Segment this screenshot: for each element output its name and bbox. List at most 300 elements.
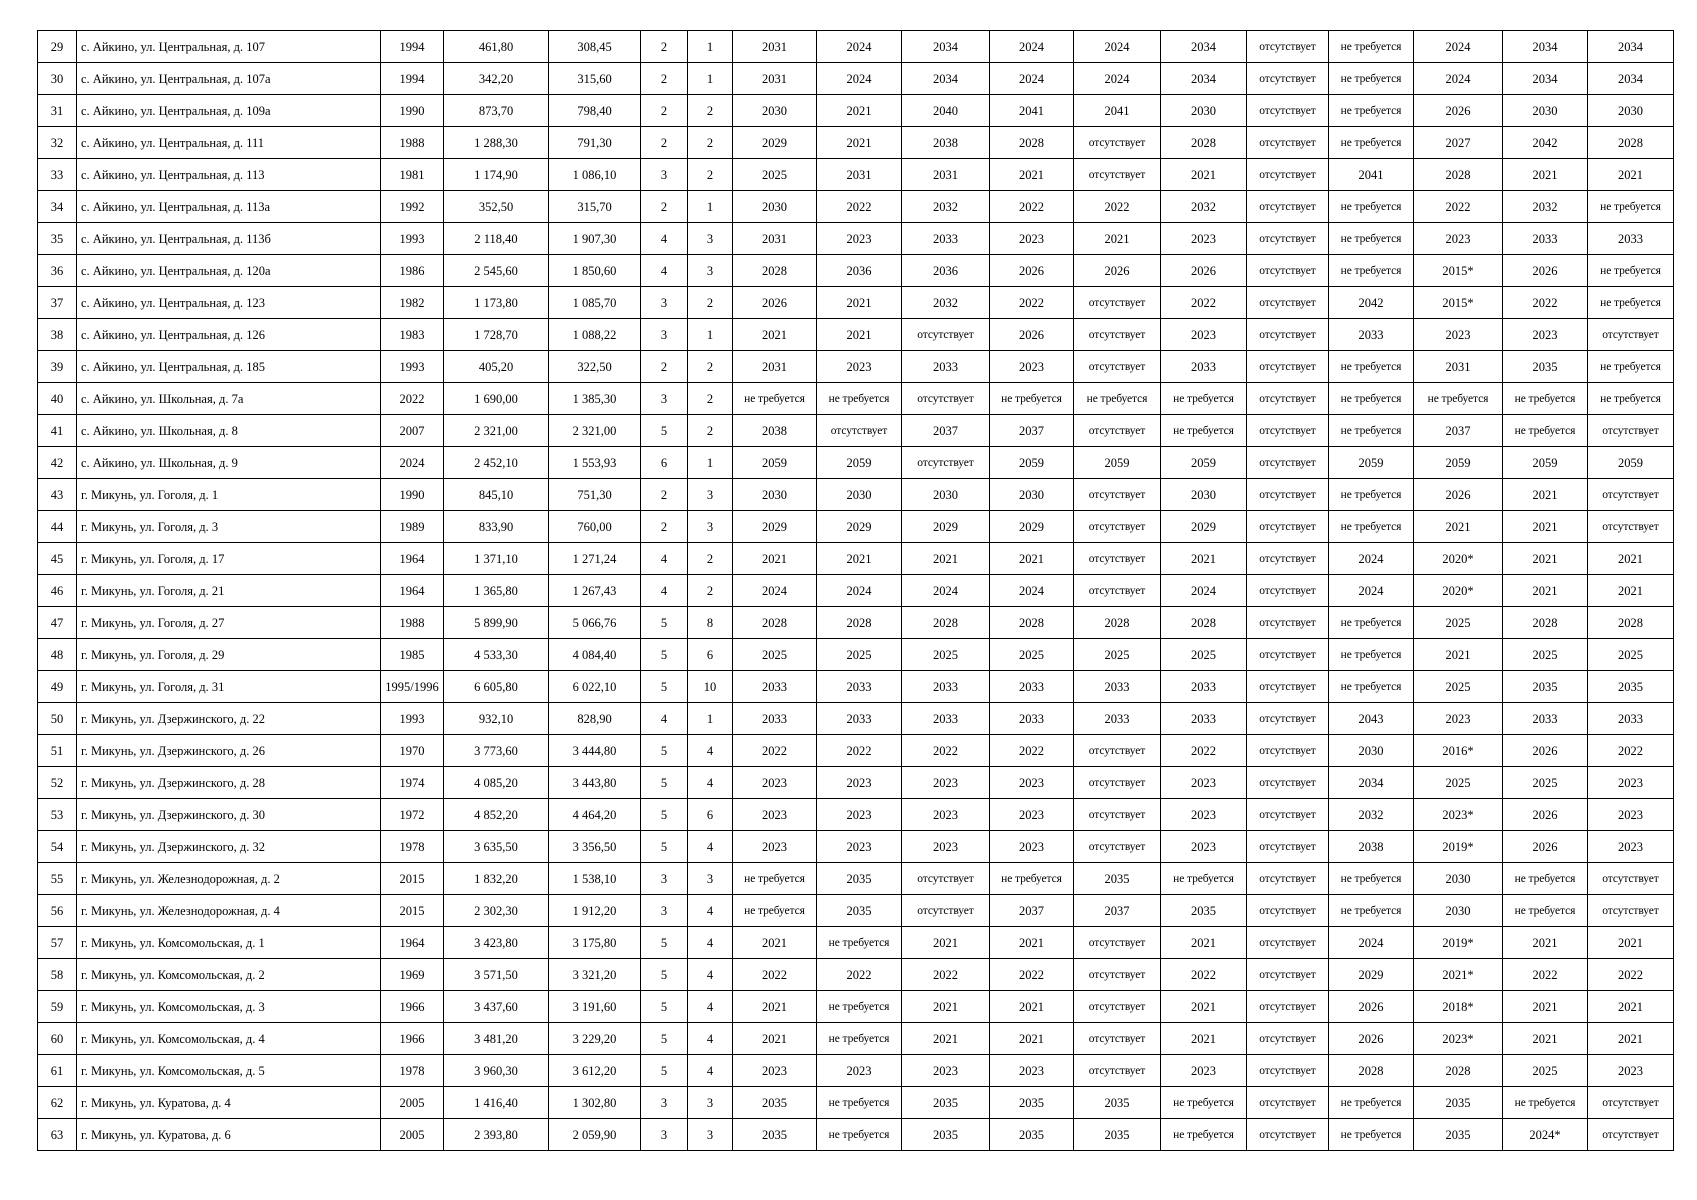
living-area-cell: 791,30 xyxy=(549,127,641,159)
address-cell: с. Айкино, ул. Центральная, д. 113б xyxy=(77,223,381,255)
living-area-cell: 1 088,22 xyxy=(549,319,641,351)
year-built-cell: 1964 xyxy=(381,543,444,575)
table-row xyxy=(38,95,1674,127)
term-cell: 2022 xyxy=(1074,191,1161,223)
term-cell: 2021 xyxy=(1161,1023,1247,1055)
term-cell: отсутствует xyxy=(1247,1023,1329,1055)
floors-cell: 5 xyxy=(641,767,688,799)
table-row xyxy=(38,127,1674,159)
term-cell: 2028 xyxy=(1588,127,1674,159)
floors-cell: 5 xyxy=(641,959,688,991)
term-cell: отсутствует xyxy=(1247,63,1329,95)
term-cell: не требуется xyxy=(733,863,817,895)
term-cell: 2033 xyxy=(733,671,817,703)
term-cell: отсутствует xyxy=(1074,543,1161,575)
floors-cell: 5 xyxy=(641,671,688,703)
term-cell: отсутствует xyxy=(1588,415,1674,447)
term-cell: 2015* xyxy=(1414,255,1503,287)
term-cell: не требуется xyxy=(1161,383,1247,415)
term-cell: 2023 xyxy=(733,1055,817,1087)
year-built-cell: 1989 xyxy=(381,511,444,543)
term-cell: 2059 xyxy=(990,447,1074,479)
floors-cell: 4 xyxy=(641,255,688,287)
term-cell: 2042 xyxy=(1503,127,1588,159)
term-cell: 2038 xyxy=(733,415,817,447)
term-cell: 2021 xyxy=(990,1023,1074,1055)
term-cell: отсутствует xyxy=(902,895,990,927)
address-cell: с. Айкино, ул. Школьная, д. 8 xyxy=(77,415,381,447)
term-cell: 2023 xyxy=(733,831,817,863)
row-number-cell: 48 xyxy=(38,639,77,671)
table-row xyxy=(38,255,1674,287)
term-cell: отсутствует xyxy=(1074,287,1161,319)
year-built-cell: 1990 xyxy=(381,95,444,127)
row-number-cell: 31 xyxy=(38,95,77,127)
row-number-cell: 37 xyxy=(38,287,77,319)
total-area-cell: 1 728,70 xyxy=(444,319,549,351)
term-cell: 2034 xyxy=(902,63,990,95)
term-cell: отсутствует xyxy=(1074,959,1161,991)
term-cell: отсутствует xyxy=(1588,511,1674,543)
address-cell: г. Микунь, ул. Дзержинского, д. 32 xyxy=(77,831,381,863)
term-cell: 2021 xyxy=(817,127,902,159)
year-built-cell: 2015 xyxy=(381,895,444,927)
term-cell: 2024 xyxy=(1329,543,1414,575)
table-row xyxy=(38,831,1674,863)
term-cell: 2029 xyxy=(990,511,1074,543)
address-cell: г. Микунь, ул. Гоголя, д. 17 xyxy=(77,543,381,575)
term-cell: 2059 xyxy=(1414,447,1503,479)
term-cell: 2024 xyxy=(990,575,1074,607)
term-cell: отсутствует xyxy=(1247,607,1329,639)
term-cell: отсутствует xyxy=(1247,671,1329,703)
term-cell: 2032 xyxy=(902,191,990,223)
term-cell: отсутствует xyxy=(1247,1055,1329,1087)
term-cell: 2026 xyxy=(1503,799,1588,831)
term-cell: 2035 xyxy=(990,1119,1074,1151)
term-cell: 2030 xyxy=(990,479,1074,511)
term-cell: 2028 xyxy=(1074,607,1161,639)
term-cell: не требуется xyxy=(817,1119,902,1151)
term-cell: 2024 xyxy=(990,31,1074,63)
term-cell: 2033 xyxy=(1074,703,1161,735)
term-cell: 2026 xyxy=(990,319,1074,351)
year-built-cell: 1994 xyxy=(381,31,444,63)
floors-cell: 4 xyxy=(641,223,688,255)
entrances-cell: 3 xyxy=(688,223,733,255)
term-cell: 2026 xyxy=(990,255,1074,287)
row-number-cell: 38 xyxy=(38,319,77,351)
term-cell: 2031 xyxy=(733,351,817,383)
term-cell: 2035 xyxy=(817,895,902,927)
floors-cell: 5 xyxy=(641,607,688,639)
term-cell: отсутствует xyxy=(1247,735,1329,767)
entrances-cell: 1 xyxy=(688,703,733,735)
term-cell: 2019* xyxy=(1414,927,1503,959)
table-row xyxy=(38,223,1674,255)
table-row xyxy=(38,31,1674,63)
term-cell: отсутствует xyxy=(1247,479,1329,511)
term-cell: отсутствует xyxy=(1588,479,1674,511)
address-cell: с. Айкино, ул. Центральная, д. 113а xyxy=(77,191,381,223)
term-cell: 2034 xyxy=(1161,63,1247,95)
term-cell: не требуется xyxy=(817,1087,902,1119)
row-number-cell: 52 xyxy=(38,767,77,799)
entrances-cell: 4 xyxy=(688,735,733,767)
term-cell: 2021 xyxy=(990,927,1074,959)
total-area-cell: 1 173,80 xyxy=(444,287,549,319)
term-cell: отсутствует xyxy=(1247,959,1329,991)
table-row xyxy=(38,511,1674,543)
table-row xyxy=(38,671,1674,703)
living-area-cell: 315,70 xyxy=(549,191,641,223)
floors-cell: 6 xyxy=(641,447,688,479)
term-cell: 2026 xyxy=(733,287,817,319)
term-cell: 2019* xyxy=(1414,831,1503,863)
table-row xyxy=(38,639,1674,671)
floors-cell: 4 xyxy=(641,703,688,735)
address-cell: г. Микунь, ул. Куратова, д. 6 xyxy=(77,1119,381,1151)
total-area-cell: 3 960,30 xyxy=(444,1055,549,1087)
term-cell: 2041 xyxy=(1329,159,1414,191)
entrances-cell: 8 xyxy=(688,607,733,639)
entrances-cell: 3 xyxy=(688,255,733,287)
term-cell: 2025 xyxy=(733,159,817,191)
floors-cell: 5 xyxy=(641,927,688,959)
address-cell: г. Микунь, ул. Железнодорожная, д. 4 xyxy=(77,895,381,927)
term-cell: 2023 xyxy=(1414,319,1503,351)
year-built-cell: 1993 xyxy=(381,351,444,383)
term-cell: 2021 xyxy=(990,543,1074,575)
entrances-cell: 2 xyxy=(688,351,733,383)
living-area-cell: 3 175,80 xyxy=(549,927,641,959)
entrances-cell: 2 xyxy=(688,287,733,319)
term-cell: 2023 xyxy=(1161,799,1247,831)
total-area-cell: 1 416,40 xyxy=(444,1087,549,1119)
term-cell: 2034 xyxy=(1329,767,1414,799)
living-area-cell: 322,50 xyxy=(549,351,641,383)
term-cell: 2023 xyxy=(733,767,817,799)
total-area-cell: 2 545,60 xyxy=(444,255,549,287)
term-cell: 2027 xyxy=(1414,127,1503,159)
floors-cell: 5 xyxy=(641,831,688,863)
total-area-cell: 5 899,90 xyxy=(444,607,549,639)
term-cell: 2033 xyxy=(1503,703,1588,735)
term-cell: 2022 xyxy=(1161,287,1247,319)
term-cell: 2030 xyxy=(733,479,817,511)
term-cell: отсутствует xyxy=(1247,255,1329,287)
term-cell: 2041 xyxy=(1074,95,1161,127)
total-area-cell: 3 571,50 xyxy=(444,959,549,991)
term-cell: 2031 xyxy=(817,159,902,191)
term-cell: 2028 xyxy=(990,607,1074,639)
total-area-cell: 4 533,30 xyxy=(444,639,549,671)
term-cell: 2059 xyxy=(817,447,902,479)
term-cell: 2059 xyxy=(733,447,817,479)
living-area-cell: 315,60 xyxy=(549,63,641,95)
term-cell: 2033 xyxy=(1329,319,1414,351)
term-cell: 2021 xyxy=(1588,991,1674,1023)
term-cell: 2028 xyxy=(1414,159,1503,191)
term-cell: 2025 xyxy=(990,639,1074,671)
term-cell: 2031 xyxy=(733,31,817,63)
year-built-cell: 1993 xyxy=(381,703,444,735)
row-number-cell: 41 xyxy=(38,415,77,447)
living-area-cell: 1 086,10 xyxy=(549,159,641,191)
row-number-cell: 59 xyxy=(38,991,77,1023)
total-area-cell: 2 302,30 xyxy=(444,895,549,927)
term-cell: 2038 xyxy=(902,127,990,159)
floors-cell: 4 xyxy=(641,543,688,575)
address-cell: г. Микунь, ул. Гоголя, д. 27 xyxy=(77,607,381,639)
term-cell: 2015* xyxy=(1414,287,1503,319)
living-area-cell: 1 267,43 xyxy=(549,575,641,607)
term-cell: 2033 xyxy=(1161,703,1247,735)
term-cell: отсутствует xyxy=(1074,575,1161,607)
total-area-cell: 4 085,20 xyxy=(444,767,549,799)
term-cell: отсутствует xyxy=(1074,479,1161,511)
term-cell: 2030 xyxy=(733,95,817,127)
living-area-cell: 1 850,60 xyxy=(549,255,641,287)
term-cell: 2021 xyxy=(1414,511,1503,543)
term-cell: не требуется xyxy=(1588,351,1674,383)
term-cell: 2023 xyxy=(1161,319,1247,351)
floors-cell: 3 xyxy=(641,159,688,191)
term-cell: отсутствует xyxy=(1247,383,1329,415)
term-cell: 2022 xyxy=(817,959,902,991)
living-area-cell: 4 084,40 xyxy=(549,639,641,671)
term-cell: 2021 xyxy=(733,543,817,575)
table-row xyxy=(38,959,1674,991)
total-area-cell: 4 852,20 xyxy=(444,799,549,831)
term-cell: 2023 xyxy=(902,1055,990,1087)
address-cell: с. Айкино, ул. Центральная, д. 107 xyxy=(77,31,381,63)
address-cell: г. Микунь, ул. Дзержинского, д. 28 xyxy=(77,767,381,799)
address-cell: г. Микунь, ул. Куратова, д. 4 xyxy=(77,1087,381,1119)
term-cell: отсутствует xyxy=(1074,319,1161,351)
term-cell: 2035 xyxy=(1588,671,1674,703)
row-number-cell: 60 xyxy=(38,1023,77,1055)
term-cell: 2021 xyxy=(1503,543,1588,575)
term-cell: отсутствует xyxy=(1074,767,1161,799)
term-cell: отсутствует xyxy=(902,319,990,351)
total-area-cell: 2 393,80 xyxy=(444,1119,549,1151)
entrances-cell: 2 xyxy=(688,543,733,575)
floors-cell: 3 xyxy=(641,895,688,927)
table-row xyxy=(38,575,1674,607)
term-cell: 2032 xyxy=(1161,191,1247,223)
row-number-cell: 42 xyxy=(38,447,77,479)
row-number-cell: 32 xyxy=(38,127,77,159)
term-cell: 2034 xyxy=(902,31,990,63)
term-cell: 2023 xyxy=(817,223,902,255)
term-cell: 2032 xyxy=(902,287,990,319)
term-cell: 2022 xyxy=(990,735,1074,767)
term-cell: 2036 xyxy=(902,255,990,287)
table-row xyxy=(38,1023,1674,1055)
term-cell: 2035 xyxy=(1414,1087,1503,1119)
term-cell: 2023 xyxy=(902,767,990,799)
address-cell: г. Микунь, ул. Комсомольская, д. 1 xyxy=(77,927,381,959)
floors-cell: 5 xyxy=(641,639,688,671)
term-cell: 2021 xyxy=(1161,543,1247,575)
term-cell: 2024 xyxy=(733,575,817,607)
total-area-cell: 2 321,00 xyxy=(444,415,549,447)
row-number-cell: 61 xyxy=(38,1055,77,1087)
floors-cell: 5 xyxy=(641,799,688,831)
total-area-cell: 6 605,80 xyxy=(444,671,549,703)
term-cell: отсутствует xyxy=(1247,319,1329,351)
term-cell: 2021 xyxy=(1161,927,1247,959)
term-cell: 2034 xyxy=(1503,31,1588,63)
term-cell: не требуется xyxy=(1329,511,1414,543)
year-built-cell: 1974 xyxy=(381,767,444,799)
year-built-cell: 1970 xyxy=(381,735,444,767)
floors-cell: 3 xyxy=(641,1119,688,1151)
term-cell: 2028 xyxy=(733,255,817,287)
term-cell: 2018* xyxy=(1414,991,1503,1023)
term-cell: не требуется xyxy=(817,991,902,1023)
entrances-cell: 1 xyxy=(688,191,733,223)
term-cell: 2033 xyxy=(817,671,902,703)
term-cell: 2022 xyxy=(902,735,990,767)
term-cell: 2023 xyxy=(1161,223,1247,255)
term-cell: отсутствует xyxy=(1247,415,1329,447)
term-cell: 2021 xyxy=(817,543,902,575)
address-cell: г. Микунь, ул. Гоголя, д. 21 xyxy=(77,575,381,607)
year-built-cell: 1966 xyxy=(381,991,444,1023)
year-built-cell: 1978 xyxy=(381,1055,444,1087)
living-area-cell: 798,40 xyxy=(549,95,641,127)
term-cell: не требуется xyxy=(1588,287,1674,319)
term-cell: 2025 xyxy=(817,639,902,671)
term-cell: отсутствует xyxy=(902,383,990,415)
living-area-cell: 4 464,20 xyxy=(549,799,641,831)
term-cell: не требуется xyxy=(1329,479,1414,511)
term-cell: не требуется xyxy=(1503,415,1588,447)
row-number-cell: 55 xyxy=(38,863,77,895)
term-cell: отсутствует xyxy=(1247,703,1329,735)
term-cell: 2022 xyxy=(817,191,902,223)
term-cell: 2022 xyxy=(817,735,902,767)
floors-cell: 2 xyxy=(641,511,688,543)
living-area-cell: 2 321,00 xyxy=(549,415,641,447)
year-built-cell: 1966 xyxy=(381,1023,444,1055)
total-area-cell: 1 288,30 xyxy=(444,127,549,159)
term-cell: отсутствует xyxy=(1588,1119,1674,1151)
term-cell: не требуется xyxy=(1161,1119,1247,1151)
term-cell: не требуется xyxy=(1074,383,1161,415)
term-cell: 2021 xyxy=(1503,1023,1588,1055)
term-cell: 2030 xyxy=(1161,479,1247,511)
year-built-cell: 1972 xyxy=(381,799,444,831)
term-cell: 2023 xyxy=(990,1055,1074,1087)
living-area-cell: 5 066,76 xyxy=(549,607,641,639)
term-cell: 2028 xyxy=(1161,127,1247,159)
term-cell: отсутствует xyxy=(1247,575,1329,607)
term-cell: 2031 xyxy=(902,159,990,191)
term-cell: 2030 xyxy=(1588,95,1674,127)
entrances-cell: 4 xyxy=(688,959,733,991)
row-number-cell: 57 xyxy=(38,927,77,959)
term-cell: 2023 xyxy=(817,1055,902,1087)
term-cell: 2021 xyxy=(733,991,817,1023)
term-cell: не требуется xyxy=(990,863,1074,895)
term-cell: отсутствует xyxy=(1074,831,1161,863)
term-cell: 2023 xyxy=(1161,767,1247,799)
term-cell: отсутствует xyxy=(1074,991,1161,1023)
term-cell: не требуется xyxy=(1329,1119,1414,1151)
term-cell: не требуется xyxy=(1329,895,1414,927)
housing-register-table xyxy=(37,30,1674,1151)
address-cell: г. Микунь, ул. Комсомольская, д. 4 xyxy=(77,1023,381,1055)
term-cell: 2022 xyxy=(733,959,817,991)
address-cell: с. Айкино, ул. Центральная, д. 123 xyxy=(77,287,381,319)
table-row xyxy=(38,159,1674,191)
term-cell: 2037 xyxy=(1074,895,1161,927)
term-cell: 2025 xyxy=(1414,767,1503,799)
total-area-cell: 1 371,10 xyxy=(444,543,549,575)
term-cell: 2028 xyxy=(902,607,990,639)
floors-cell: 5 xyxy=(641,415,688,447)
total-area-cell: 352,50 xyxy=(444,191,549,223)
term-cell: 2022 xyxy=(733,735,817,767)
living-area-cell: 1 907,30 xyxy=(549,223,641,255)
term-cell: 2033 xyxy=(1074,671,1161,703)
year-built-cell: 1982 xyxy=(381,287,444,319)
term-cell: 2021 xyxy=(733,319,817,351)
term-cell: 2033 xyxy=(902,223,990,255)
term-cell: 2026 xyxy=(1074,255,1161,287)
floors-cell: 5 xyxy=(641,1023,688,1055)
term-cell: 2035 xyxy=(902,1119,990,1151)
term-cell: 2033 xyxy=(1161,351,1247,383)
term-cell: 2035 xyxy=(1161,895,1247,927)
term-cell: 2030 xyxy=(1329,735,1414,767)
entrances-cell: 2 xyxy=(688,159,733,191)
table-row xyxy=(38,479,1674,511)
table-row xyxy=(38,191,1674,223)
entrances-cell: 1 xyxy=(688,63,733,95)
term-cell: 2023 xyxy=(817,767,902,799)
term-cell: не требуется xyxy=(733,895,817,927)
term-cell: 2025 xyxy=(1588,639,1674,671)
entrances-cell: 4 xyxy=(688,767,733,799)
term-cell: 2025 xyxy=(902,639,990,671)
entrances-cell: 2 xyxy=(688,127,733,159)
term-cell: 2022 xyxy=(1588,959,1674,991)
total-area-cell: 2 118,40 xyxy=(444,223,549,255)
term-cell: не требуется xyxy=(1329,31,1414,63)
year-built-cell: 1995/1996 xyxy=(381,671,444,703)
term-cell: 2038 xyxy=(1329,831,1414,863)
term-cell: 2021 xyxy=(990,991,1074,1023)
term-cell: 2023 xyxy=(990,351,1074,383)
table-row xyxy=(38,1055,1674,1087)
entrances-cell: 1 xyxy=(688,31,733,63)
term-cell: отсутствует xyxy=(1247,95,1329,127)
term-cell: 2043 xyxy=(1329,703,1414,735)
term-cell: 2024 xyxy=(1414,63,1503,95)
living-area-cell: 2 059,90 xyxy=(549,1119,641,1151)
term-cell: 2028 xyxy=(1329,1055,1414,1087)
term-cell: 2035 xyxy=(817,863,902,895)
term-cell: 2031 xyxy=(733,223,817,255)
term-cell: 2026 xyxy=(1414,95,1503,127)
term-cell: 2021 xyxy=(1074,223,1161,255)
term-cell: 2033 xyxy=(1503,223,1588,255)
year-built-cell: 1983 xyxy=(381,319,444,351)
